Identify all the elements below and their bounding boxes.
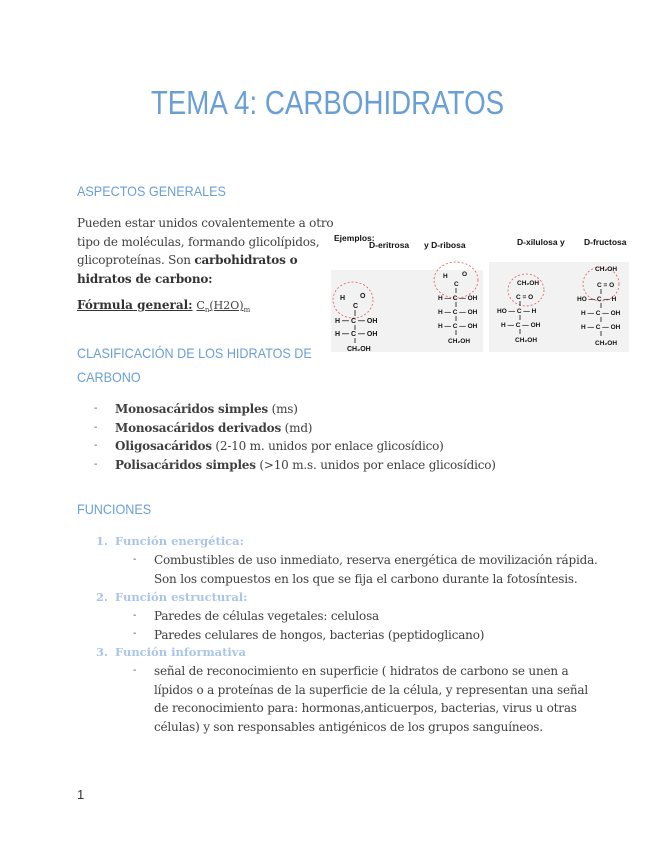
bold-term: carbohidratos o <box>194 253 298 267</box>
figure-label-ejemplos: Ejemplos: <box>334 233 375 243</box>
function-heading-estructural: 2. Función estructural: <box>96 590 248 604</box>
list-item: - Monosacáridos derivados (md) <box>94 419 496 438</box>
paragraph-line: glicoproteínas. Son carbohidratos o <box>77 253 298 267</box>
svg-text:C: C <box>454 281 459 288</box>
svg-text:CH₂OH: CH₂OH <box>517 280 540 287</box>
list-item: - Oligosacáridos (2-10 m. unidos por enlace glicosídico) <box>94 437 496 456</box>
function-text: Son los compuestos en los que se fija el carbono durante la fotosíntesis. <box>154 571 578 586</box>
svg-text:CH₂OH: CH₂OH <box>448 338 471 345</box>
paragraph-line <box>77 270 212 289</box>
page-title: TEMA 4: CARBOHIDRATOS <box>150 84 505 121</box>
function-text: Paredes de células vegetales: celulosa <box>154 609 379 623</box>
svg-text:H — C — OH: H — C — OH <box>438 295 478 302</box>
dash-bullet: - <box>133 610 137 621</box>
function-text: Combustibles de uso inmediato, reserva energética de movilización rápida. <box>154 553 598 567</box>
svg-text:HO — C — H: HO — C — H <box>497 308 537 315</box>
svg-text:H: H <box>340 295 346 302</box>
section-heading-clasificacion-cont: CARBONO <box>77 369 141 385</box>
svg-text:CH₂OH: CH₂OH <box>347 346 371 353</box>
svg-text:H — C — OH: H — C — OH <box>581 324 621 331</box>
svg-text:H — C — OH: H — C — OH <box>501 322 541 329</box>
figure-label-d-ribosa: y D-ribosa <box>424 240 466 250</box>
bold-term: hidratos de carbono: <box>77 271 213 286</box>
dash-bullet: - <box>133 665 137 676</box>
figure-label-d-fructosa: D-fructosa <box>584 237 627 247</box>
svg-text:C = O: C = O <box>597 282 615 289</box>
svg-text:O: O <box>462 271 468 278</box>
function-heading-informativa: 3. Función informativa <box>96 645 246 659</box>
svg-text:H: H <box>443 273 448 280</box>
function-heading-energetica: 1. Función energética: <box>96 534 244 548</box>
paragraph-line: tipo de moléculas, formando glicolípidos, <box>77 234 320 249</box>
function-text: lípidos o a proteínas de la superficie de la célula, y representan una señal <box>154 682 588 697</box>
classification-list <box>94 400 496 474</box>
svg-text:HO — C — H: HO — C — H <box>577 296 617 303</box>
figure-label-d-xilulosa: D-xilulosa y <box>517 237 565 247</box>
svg-text:H — C — OH: H — C — OH <box>335 318 378 325</box>
dash-bullet: - <box>133 628 137 639</box>
section-heading-funciones: FUNCIONES <box>77 501 152 517</box>
dash-bullet: - <box>133 554 137 565</box>
svg-text:CH₂OH: CH₂OH <box>595 340 618 347</box>
figure-label-d-eritrosa: D-eritrosa <box>369 240 410 250</box>
paragraph-line: Pueden estar unidos covalentemente a otro <box>77 216 334 230</box>
general-formula: Fórmula general: $C_n(H2O)_m$ <box>77 298 251 315</box>
function-text: Paredes celulares de hongos, bacterias (peptidoglicano) <box>154 627 485 642</box>
svg-text:H — C — OH: H — C — OH <box>438 323 478 330</box>
list-item: - Polisacáridos simples (>10 m.s. unidos por enlace glicosídico) <box>94 456 496 475</box>
carbohydrate-structures-figure <box>331 230 629 354</box>
function-text: señal de reconocimiento en superficie ( hidratos de carbono se unen a <box>154 664 569 678</box>
list-item: - Monosacáridos simples (ms) <box>94 400 496 419</box>
section-heading-aspectos: ASPECTOS GENERALES <box>77 183 226 199</box>
svg-text:H — C — OH: H — C — OH <box>438 309 478 316</box>
svg-text:O: O <box>360 293 366 300</box>
svg-text:CH₂OH: CH₂OH <box>595 266 618 273</box>
svg-text:H — C — OH: H — C — OH <box>581 310 621 317</box>
function-text: de reconocimiento para: hormonas,anticuerpos, bacterias, virus u otras <box>154 701 577 715</box>
svg-text:CH₂OH: CH₂OH <box>515 337 538 344</box>
function-text: células) y son responsables antigénicos de los grupos sanguíneos. <box>154 719 543 734</box>
svg-text:C: C <box>353 303 359 310</box>
svg-text:H — C — OH: H — C — OH <box>335 331 378 338</box>
page-number: 1 <box>77 787 85 802</box>
svg-text:C = O: C = O <box>516 294 534 301</box>
section-heading-clasificacion: CLASIFICACIÓN DE LOS HIDRATOS DE <box>77 345 312 361</box>
